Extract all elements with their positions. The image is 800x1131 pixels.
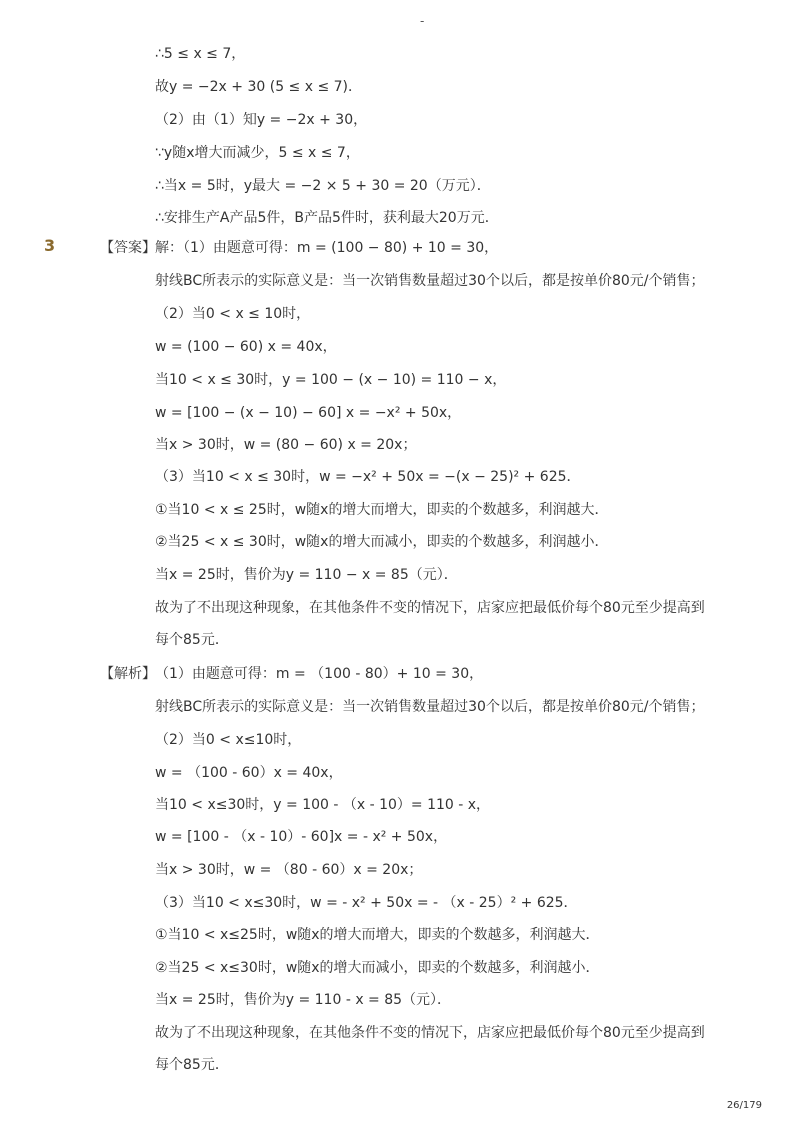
answer-line: 当10 < x ≤ 30时，y = 100 − (x − 10) = 110 − x， <box>155 372 507 388</box>
analysis-line: 当x > 30时，w = （80 - 60）x = 20x； <box>155 862 423 878</box>
answer-line: ②当25 < x ≤ 30时，w随x的增大而减小，即卖的个数越多，利润越小． <box>155 534 609 550</box>
analysis-line: 射线BC所表示的实际意义是：当一次销售数量超过30个以后，都是按单价80元/个销售； <box>155 699 705 715</box>
answer-line: w = (100 − 60) x = 40x， <box>155 339 337 355</box>
answer-tag: 【答案】 <box>100 240 156 256</box>
question-number: 3 <box>44 236 56 255</box>
page-number: 26/179 <box>726 1100 762 1111</box>
analysis-line: 每个85元． <box>155 1057 229 1073</box>
text-line: 故y = −2x + 30 (5 ≤ x ≤ 7)． <box>155 79 363 95</box>
answer-line: 射线BC所表示的实际意义是：当一次销售数量超过30个以后，都是按单价80元/个销售； <box>155 273 705 289</box>
analysis-line: ②当25 < x≤30时，w随x的增大而减小，即卖的个数越多，利润越小． <box>155 960 600 976</box>
analysis-line: 当10 < x≤30时，y = 100 - （x - 10）= 110 - x， <box>155 797 491 813</box>
answer-line: 故为了不出现这种现象，在其他条件不变的情况下，店家应把最低价每个80元至少提高到 <box>155 600 705 616</box>
text-line: （2）由（1）知y = −2x + 30， <box>155 112 368 128</box>
answer-line: w = [100 − (x − 10) − 60] x = −x² + 50x， <box>155 405 462 421</box>
text-line: ∴5 ≤ x ≤ 7， <box>155 46 246 62</box>
analysis-line: （3）当10 < x≤30时，w = - x² + 50x = - （x - 25）² + 625． <box>155 895 578 911</box>
analysis-line: ①当10 < x≤25时，w随x的增大而增大，即卖的个数越多，利润越大． <box>155 927 600 943</box>
text-line: ∴安排生产A产品5件，B产品5件时，获利最大20万元． <box>155 210 499 226</box>
analysis-line: （2）当0 < x≤10时， <box>155 732 302 748</box>
answer-line: （3）当10 < x ≤ 30时，w = −x² + 50x = −(x − 25)² + 625． <box>155 469 581 485</box>
text-line: ∴当x = 5时，y最大 = −2 × 5 + 30 = 20（万元）． <box>155 178 491 194</box>
answer-line: 解：（1）由题意可得：m = (100 − 80) + 10 = 30， <box>155 240 499 256</box>
analysis-line: w = （100 - 60）x = 40x， <box>155 765 343 781</box>
analysis-line: w = [100 - （x - 10）- 60]x = - x² + 50x， <box>155 829 448 845</box>
analysis-tag: 【解析】 <box>100 666 156 682</box>
analysis-line: 当x = 25时，售价为y = 110 - x = 85（元）． <box>155 992 452 1008</box>
analysis-line: 故为了不出现这种现象，在其他条件不变的情况下，店家应把最低价每个80元至少提高到 <box>155 1025 705 1041</box>
header-mark: - <box>420 14 425 28</box>
answer-line: （2）当0 < x ≤ 10时， <box>155 306 311 322</box>
text-line: ∵y随x增大而减少，5 ≤ x ≤ 7， <box>155 145 360 161</box>
answer-line: ①当10 < x ≤ 25时，w随x的增大而增大，即卖的个数越多，利润越大． <box>155 502 609 518</box>
answer-line: 当x > 30时，w = (80 − 60) x = 20x； <box>155 437 417 453</box>
analysis-line: （1）由题意可得：m = （100 - 80）+ 10 = 30， <box>155 666 484 682</box>
answer-line: 当x = 25时，售价为y = 110 − x = 85（元）． <box>155 567 458 583</box>
answer-line: 每个85元． <box>155 632 229 648</box>
